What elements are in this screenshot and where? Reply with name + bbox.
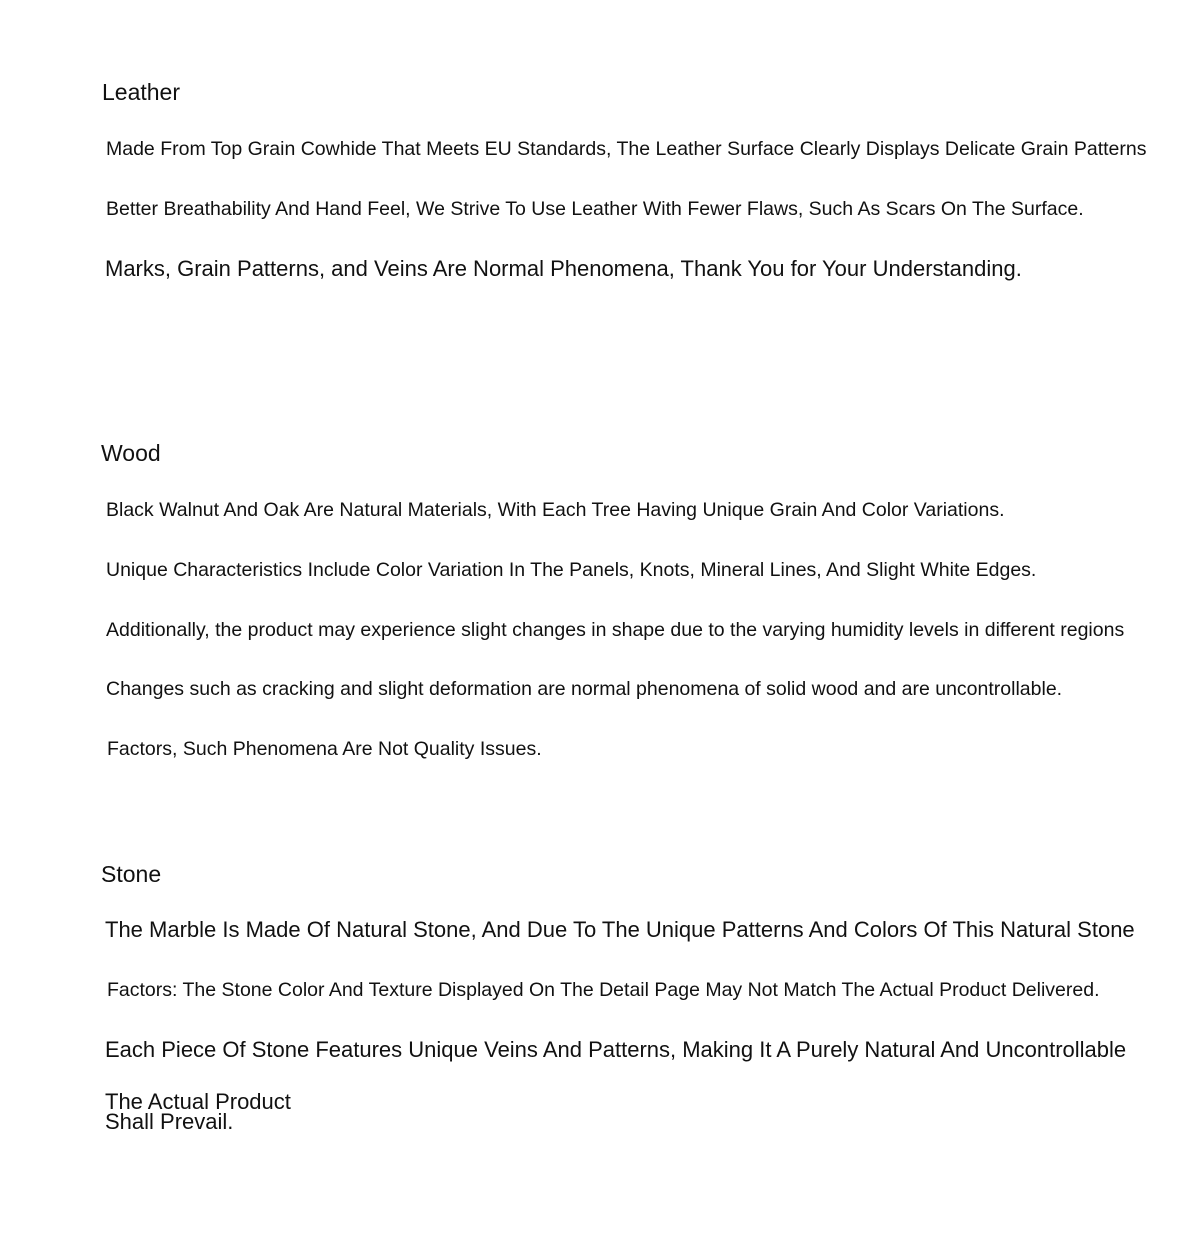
stone-line-5: Shall Prevail. [105, 1109, 234, 1134]
stone-line-1: The Marble Is Made Of Natural Stone, And Due To The Unique Patterns And Colors Of This Natural Stone [105, 917, 1135, 942]
wood-heading: Wood [101, 440, 161, 466]
wood-line-1: Black Walnut And Oak Are Natural Materials, With Each Tree Having Unique Grain And Color Variations. [106, 499, 1005, 521]
stone-heading: Stone [101, 861, 162, 887]
leather-line-1: Made From Top Grain Cowhide That Meets EU Standards, The Leather Surface Clearly Displays Delicate Grain Patterns [106, 138, 1147, 160]
wood-line-2: Unique Characteristics Include Color Variation In The Panels, Knots, Mineral Lines, And Slight White Edges. [106, 559, 1037, 581]
wood-line-5: Factors, Such Phenomena Are Not Quality Issues. [107, 738, 542, 760]
stone-line-3: Each Piece Of Stone Features Unique Veins And Patterns, Making It A Purely Natural And Uncontrollable [105, 1037, 1127, 1062]
stone-line-2: Factors: The Stone Color And Texture Displayed On The Detail Page May Not Match The Actual Product Delivered. [107, 979, 1100, 1001]
leather-line-3: Marks, Grain Patterns, and Veins Are Normal Phenomena, Thank You for Your Understanding. [105, 256, 1022, 281]
wood-line-3: Additionally, the product may experience slight changes in shape due to the varying humidity levels in different regions [106, 619, 1125, 641]
leather-heading: Leather [102, 79, 181, 105]
leather-line-2: Better Breathability And Hand Feel, We Strive To Use Leather With Fewer Flaws, Such As Scars On The Surface. [106, 198, 1084, 220]
stone-line-4: The Actual Product [105, 1089, 291, 1114]
wood-line-4: Changes such as cracking and slight deformation are normal phenomena of solid wood and are uncontrollable. [106, 678, 1063, 700]
